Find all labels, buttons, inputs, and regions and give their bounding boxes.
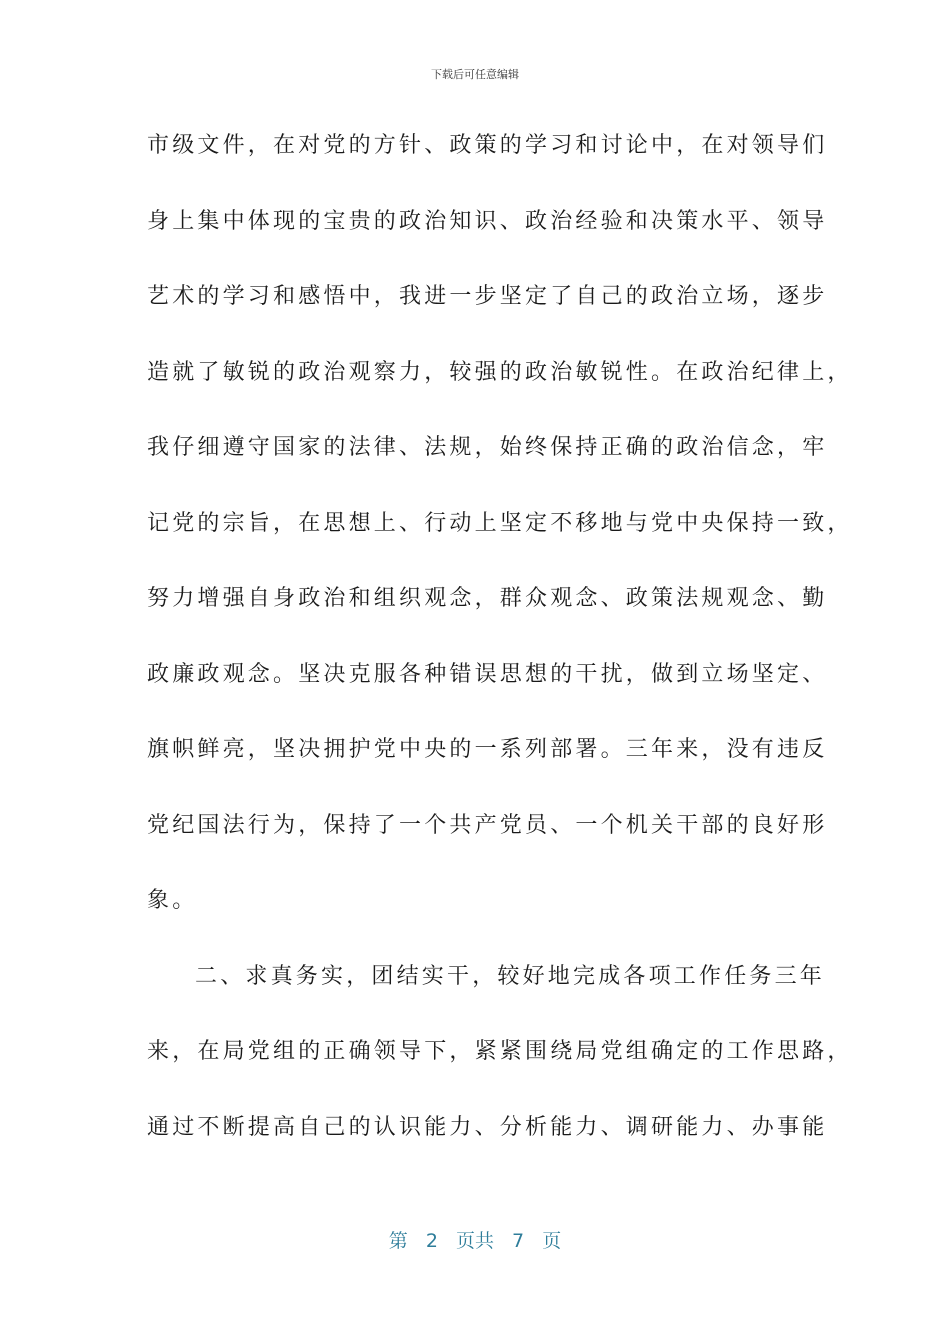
body-line: 象。 (147, 888, 198, 913)
document-body (147, 128, 853, 1185)
page-middle: 页共 (455, 1230, 494, 1252)
body-line: 通过不断提高自己的认识能力、分析能力、调研能力、办事能 (147, 1114, 828, 1140)
page-total-number: 7 (512, 1230, 525, 1252)
paragraph-heading-line: 二、求真务实，团结实干，较好地完成各项工作任务三年 (195, 963, 826, 989)
body-line: 身上集中体现的宝贵的政治知识、政治经验和决策水平、领导 (147, 208, 828, 234)
body-line: 造就了敏锐的政治观察力，较强的政治敏锐性。在政治纪律上， (147, 359, 853, 385)
page-current-number: 2 (425, 1230, 438, 1252)
body-line: 党纪国法行为，保持了一个共产党员、一个机关干部的良好形 (147, 812, 828, 838)
page-number-footer (0, 1226, 950, 1253)
page-header-note: 下载后可任意编辑 (431, 68, 519, 81)
body-line: 艺术的学习和感悟中，我进一步坚定了自己的政治立场，逐步 (147, 284, 828, 309)
body-line: 我仔细遵守国家的法律、法规，始终保持正确的政治信念，牢 (147, 435, 828, 460)
page-suffix: 页 (542, 1230, 562, 1252)
body-line: 市级文件，在对党的方针、政策的学习和讨论中，在对领导们 (147, 133, 828, 158)
body-line: 记党的宗旨，在思想上、行动上坚定不移地与党中央保持一致， (147, 510, 853, 536)
body-line: 政廉政观念。坚决克服各种错误思想的干扰，做到立场坚定、 (147, 661, 828, 687)
body-line: 努力增强自身政治和组织观念，群众观念、政策法规观念、勤 (147, 586, 828, 611)
body-line: 旗帜鲜亮，坚决拥护党中央的一系列部署。三年来，没有违反 (147, 737, 828, 762)
body-line: 来，在局党组的正确领导下，紧紧围绕局党组确定的工作思路， (147, 1039, 853, 1064)
page-prefix: 第 (388, 1230, 408, 1252)
